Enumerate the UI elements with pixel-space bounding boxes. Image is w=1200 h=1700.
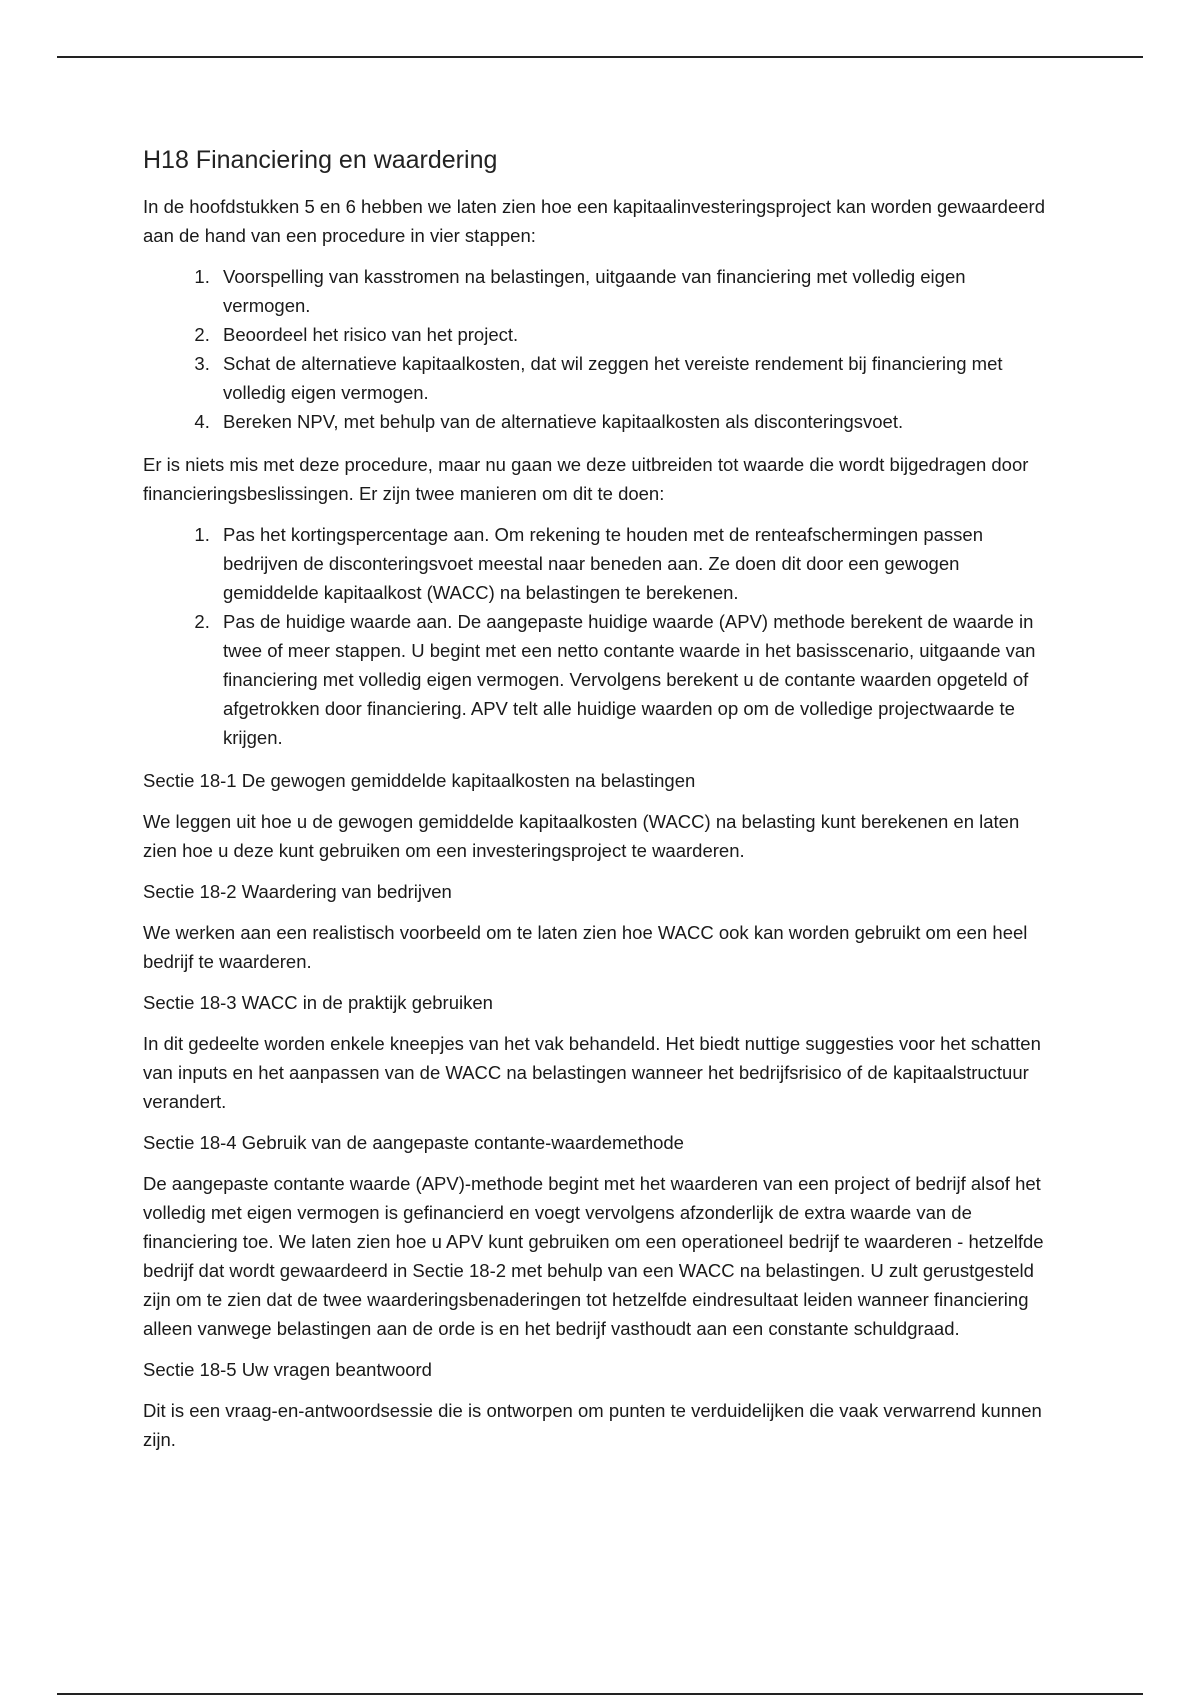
section-heading-18-4: Sectie 18-4 Gebruik van de aangepaste contante-waardemethode [143, 1132, 684, 1153]
financing-paragraph: Er is niets mis met deze procedure, maar nu gaan we deze uitbreiden tot waarde die wordt bijgedragen door financieringsbeslissingen. Er zijn twee manieren om dit te doen: [143, 454, 1029, 504]
section-heading-18-1: Sectie 18-1 De gewogen gemiddelde kapitaalkosten na belastingen [143, 770, 696, 791]
list-item: 1. Voorspelling van kasstromen na belastingen, uitgaande van financiering met volledig eigen vermogen. [215, 262, 1053, 320]
section-body-18-1: We leggen uit hoe u de gewogen gemiddelde kapitaalkosten (WACC) na belasting kunt berekenen en laten zien hoe u deze kunt gebruiken om een investeringsproject te waarderen. [143, 811, 1020, 861]
list-item: 1. Pas het kortingspercentage aan. Om rekening te houden met de renteafschermingen passen bedrijven de disconteringsvoet meestal naar beneden aan. Ze doen dit door een gewogen gemiddelde kapitaalkost (WACC) na belastingen te berekenen. [215, 520, 1053, 607]
methods-list [143, 520, 1053, 752]
footer-rule [57, 1693, 1143, 1695]
section-heading-18-5: Sectie 18-5 Uw vragen beantwoord [143, 1359, 432, 1380]
list-item: 2. Pas de huidige waarde aan. De aangepaste huidige waarde (APV) methode berekent de waarde in twee of meer stappen. U begint met een netto contante waarde in het basisscenario, uitgaande van financiering met volledig eigen vermogen. Vervolgens berekent u de contante waarden opgeteld of afgetrokken door financiering. APV telt alle huidige waarden op om de volledige projectwaarde te krijgen. [215, 607, 1053, 752]
section-body-18-4: De aangepaste contante waarde (APV)-methode begint met het waarderen van een project of bedrijf alsof het volledig met eigen vermogen is gefinancierd en voegt vervolgens afzonderlijk de extra waarde van de financiering toe. We laten zien hoe u APV kunt gebruiken om een operationeel bedrijf te waarderen - hetzelfde bedrijf dat wordt gewaardeerd in Sectie 18-2 met behulp van een WACC na belastingen. U zult gerustgesteld zijn om te zien dat de twee waarderingsbenaderingen tot hetzelfde eindresultaat leiden wanneer financiering alleen vanwege belastingen aan de orde is en het bedrijf vasthoudt aan een constante schuldgraad. [143, 1173, 1044, 1339]
document-body [143, 143, 1053, 1466]
page-title: H18 Financiering en waardering [143, 146, 498, 174]
section-body-18-2: We werken aan een realistisch voorbeeld om te laten zien hoe WACC ook kan worden gebruikt om een heel bedrijf te waarderen. [143, 922, 1028, 972]
section-heading-18-2: Sectie 18-2 Waardering van bedrijven [143, 881, 452, 902]
section-heading-18-3: Sectie 18-3 WACC in de praktijk gebruiken [143, 992, 493, 1013]
list-item: 2. Beoordeel het risico van het project. [215, 320, 1053, 349]
steps-list [143, 262, 1053, 436]
section-body-18-3: In dit gedeelte worden enkele kneepjes van het vak behandeld. Het biedt nuttige suggesties voor het schatten van inputs en het aanpassen van de WACC na belastingen wanneer het bedrijfsrisico of de kapitaalstructuur verandert. [143, 1033, 1041, 1112]
list-item: 4. Bereken NPV, met behulp van de alternatieve kapitaalkosten als disconteringsvoet. [215, 407, 1053, 436]
section-body-18-5: Dit is een vraag-en-antwoordsessie die is ontworpen om punten te verduidelijken die vaak verwarrend kunnen zijn. [143, 1400, 1042, 1450]
list-item: 3. Schat de alternatieve kapitaalkosten, dat wil zeggen het vereiste rendement bij financiering met volledig eigen vermogen. [215, 349, 1053, 407]
intro-paragraph: In de hoofdstukken 5 en 6 hebben we laten zien hoe een kapitaalinvesteringsproject kan worden gewaardeerd aan de hand van een procedure in vier stappen: [143, 196, 1045, 246]
header-rule [57, 56, 1143, 58]
